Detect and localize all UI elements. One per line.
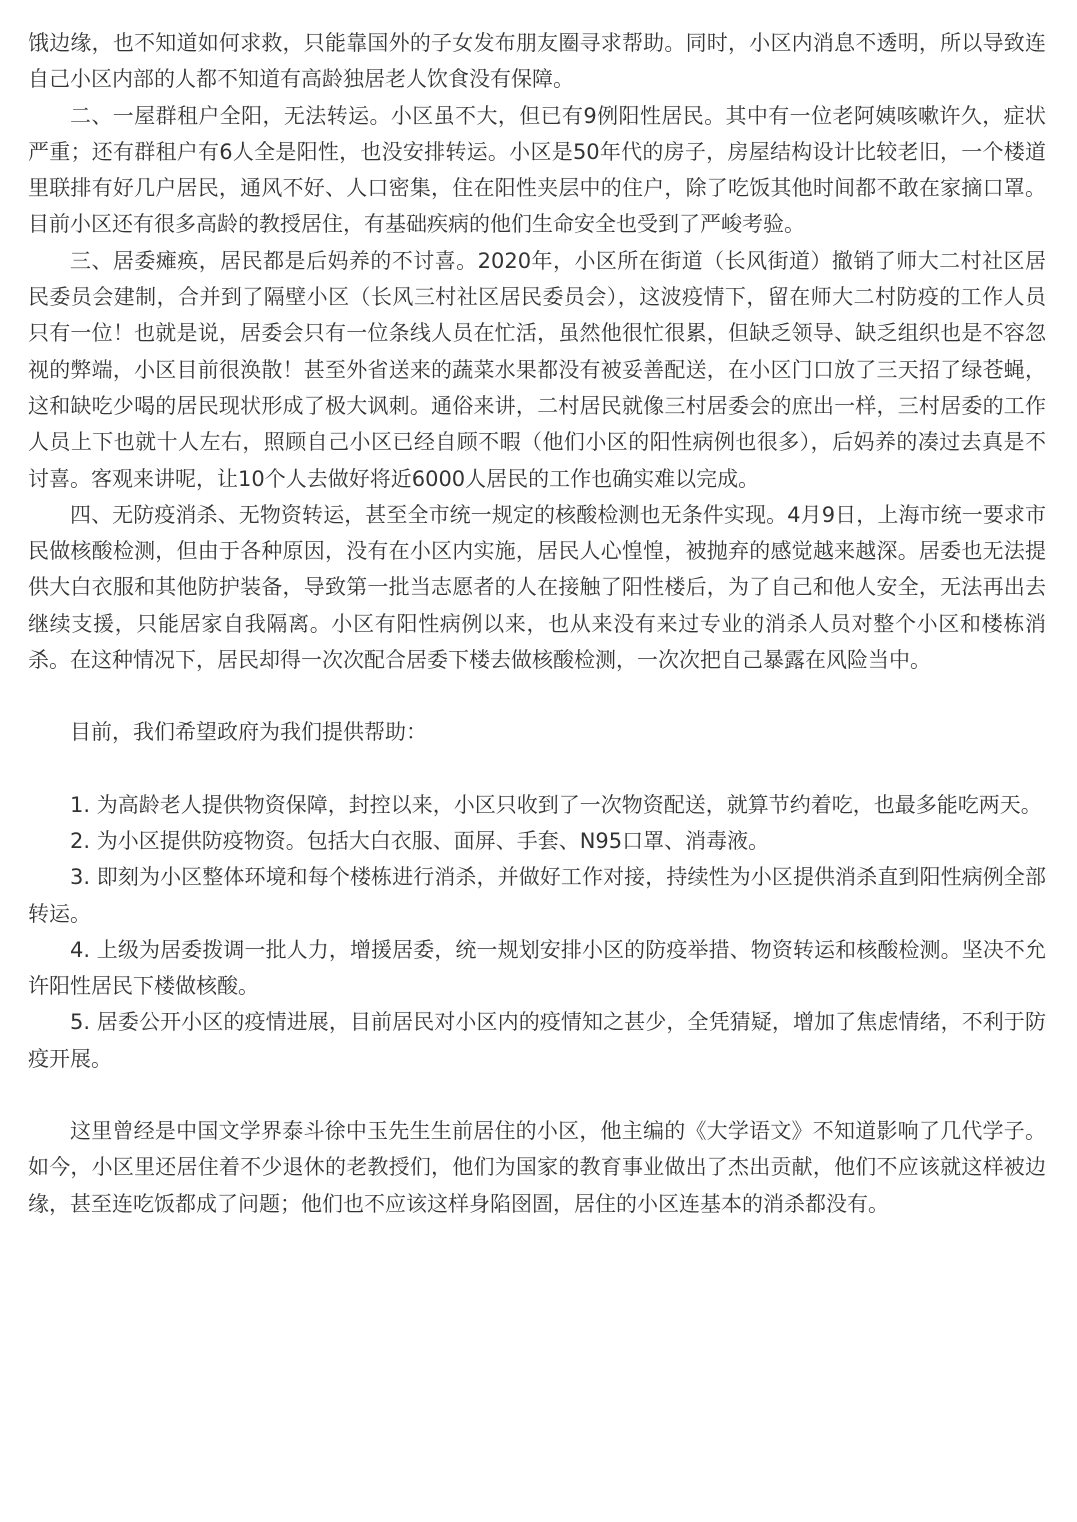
issue-3-paragraph: 三、居委瘫痪，居民都是后妈养的不讨喜。2020年，小区所在街道（长风街道）撤销了师大二村社区居民委员会建制，合并到了隔壁小区（长风三村社区居民委员会），这波疫情下，留在师大二村防疫的工作人员只有一位！也就是说，居委会只有一位条线人员在忙活，虽然他很忙很累，但缺乏领导、缺乏组织也是不容忽视的弊端，小区目前很涣散！甚至外省送来的蔬菜水果都没有被妥善配送，在小区门口放了三天招了绿苍蝇，这和缺吃少喝的居民现状形成了极大讽刺。通俗来讲，二村居民就像三村居委会的庶出一样，三村居委的工作人员上下也就十人左右，照顾自己小区已经自顾不暇（他们小区的阳性病例也很多），后妈养的凑过去真是不讨喜。客观来讲呢，让10个人去做好将近6000人居民的工作也确实难以完成。 [28, 248, 1046, 491]
request-item: 1. 为高龄老人提供物资保障，封控以来，小区只收到了一次物资配送，就算节约着吃，也最多能吃两天。 [70, 792, 1042, 817]
continuation-paragraph: 饿边缘，也不知道如何求救，只能靠国外的子女发布朋友圈寻求帮助。同时，小区内消息不透明，所以导致连自己小区内部的人都不知道有高龄独居老人饮食没有保障。 [28, 31, 1046, 92]
request-item: 3. 即刻为小区整体环境和每个楼栋进行消杀，并做好工作对接，持续性为小区提供消杀直到阳性病例全部转运。 [28, 865, 1046, 926]
request-intro: 目前，我们希望政府为我们提供帮助： [70, 720, 427, 745]
issue-4-paragraph: 四、无防疫消杀、无物资转运，甚至全市统一规定的核酸检测也无条件实现。4月9日，上海市统一要求市民做核酸检测，但由于各种原因，没有在小区内实施，居民人心惶惶，被抛弃的感觉越来越深。居委也无法提供大白衣服和其他防护装备，导致第一批当志愿者的人在接触了阳性楼后，为了自己和他人安全，无法再出去继续支援，只能居家自我隔离。小区有阳性病例以来，也从来没有来过专业的消杀人员对整个小区和楼栋消杀。在这种情况下，居民却得一次次配合居委下楼去做核酸检测，一次次把自己暴露在风险当中。 [28, 502, 1046, 673]
request-item: 5. 居委公开小区的疫情进展，目前居民对小区内的疫情知之甚少，全凭猜疑，增加了焦虑情绪，不利于防疫开展。 [28, 1010, 1046, 1071]
request-item: 2. 为小区提供防疫物资。包括大白衣服、面屏、手套、N95口罩、消毒液。 [70, 828, 770, 853]
issue-2-paragraph: 二、一屋群租户全阳，无法转运。小区虽不大，但已有9例阳性居民。其中有一位老阿姨咳嗽许久，症状严重；还有群租户有6人全是阳性，也没安排转运。小区是50年代的房子，房屋结构设计比较老旧，一个楼道里联排有好几户居民，通风不好、人口密集，住在阳性夹层中的住户，除了吃饭其他时间都不敢在家摘口罩。目前小区还有很多高龄的教授居住，有基础疾病的他们生命安全也受到了严峻考验。 [28, 103, 1046, 237]
request-list [28, 787, 1046, 1077]
request-item: 4. 上级为居委拨调一批人力，增援居委，统一规划安排小区的防疫举措、物资转运和核酸检测。坚决不允许阳性居民下楼做核酸。 [28, 937, 1046, 999]
article-body [28, 25, 1046, 1222]
closing-paragraph: 这里曾经是中国文学界泰斗徐中玉先生生前居住的小区，他主编的《大学语文》不知道影响了几代学子。如今，小区里还居住着不少退休的老教授们，他们为国家的教育事业做出了杰出贡献，他们不应该就这样被边缘，甚至连吃饭都成了问题；他们也不应该这样身陷囹圄，居住的小区连基本的消杀都没有。 [28, 1119, 1046, 1216]
